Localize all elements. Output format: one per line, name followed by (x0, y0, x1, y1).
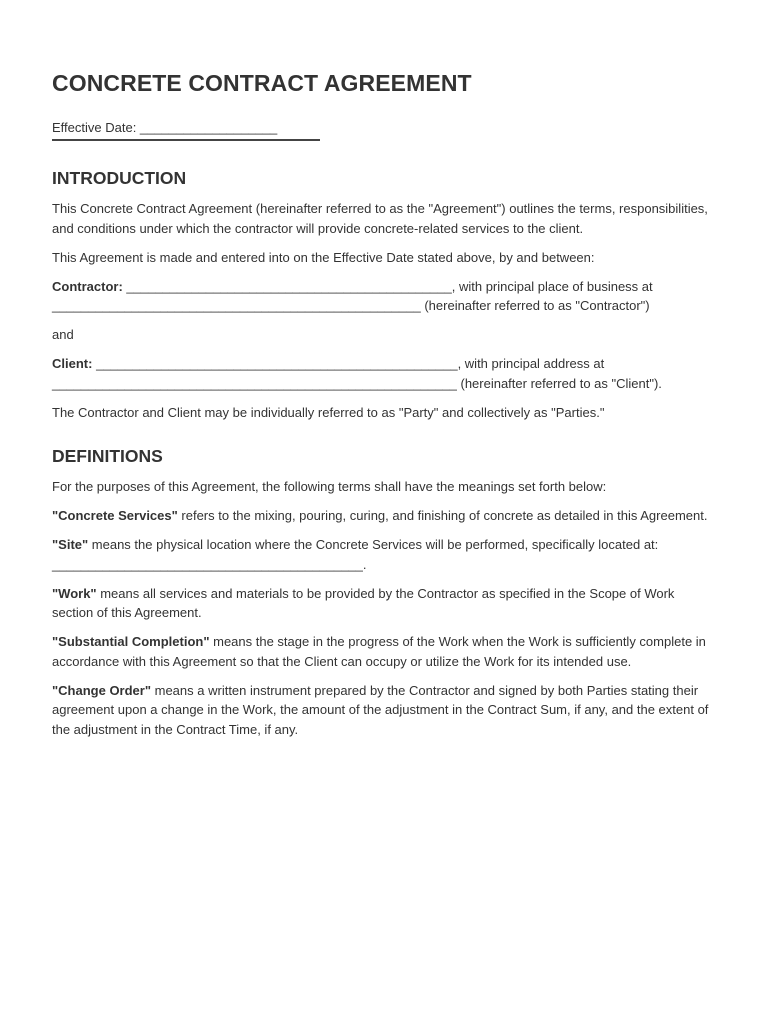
definition-item (52, 681, 714, 740)
parties-intro-paragraph: This Agreement is made and entered into on the Effective Date stated above, by and between: (52, 249, 595, 265)
title-divider (52, 139, 320, 141)
contractor-paragraph (52, 277, 714, 316)
definition-text: refers to the mixing, pouring, curing, and finishing of concrete as detailed in this Agreement. (177, 508, 708, 523)
effective-date-line: Effective Date: ___________________ (52, 120, 278, 135)
definition-text: means the stage in the progress of the Work when the Work is sufficiently complete in accordance with this Agreement so that the Client can occupy or utilize the Work for its intended use. (52, 634, 706, 669)
introduction-heading: INTRODUCTION (52, 168, 187, 188)
client-label: Client: (52, 356, 93, 371)
definition-term: "Substantial Completion" (52, 634, 210, 649)
definition-text: means a written instrument prepared by the Contractor and signed by both Parties stating their agreement upon a change in the Work, the amount of the adjustment in the Contract Sum, if any, and the extent of the adjustment in the Contract Time, if any. (52, 682, 709, 737)
definitions-intro: For the purposes of this Agreement, the following terms shall have the meanings set forth below: (52, 479, 607, 494)
and-text: and (52, 327, 74, 342)
parties-paragraph: The Contractor and Client may be individually referred to as "Party" and collectively as "Parties." (52, 404, 605, 420)
definition-term: "Change Order" (52, 682, 152, 698)
definition-text: means the physical location where the Concrete Services will be performed, specifically located at: ___________________________________________. (52, 537, 659, 572)
definition-item (52, 506, 714, 526)
definitions-heading: DEFINITIONS (52, 446, 163, 466)
client-paragraph (52, 354, 714, 393)
definition-item (52, 535, 714, 574)
definition-item (52, 632, 714, 671)
definition-term: "Work" (52, 585, 97, 601)
document-title: CONCRETE CONTRACT AGREEMENT (52, 70, 472, 96)
definition-term: "Concrete Services" (52, 508, 178, 523)
definition-term: "Site" (52, 537, 89, 552)
introduction-paragraph: This Concrete Contract Agreement (hereinafter referred to as the "Agreement") outlines the terms, responsibilities, and conditions under which the contractor will provide concrete-related services to the client. (52, 201, 708, 236)
contractor-label: Contractor: (52, 278, 123, 294)
contractor-text: _____________________________________________, with principal place of business at ___________________________________________________ (hereinafter referred to as "Contractor") (52, 278, 653, 313)
client-text: __________________________________________________, with principal address at ________________________________________________________ (hereinafter referred to as "Client"). (52, 356, 662, 391)
definition-item (52, 584, 714, 623)
definition-text: means all services and materials to be provided by the Contractor as specified in the Scope of Work section of this Agreement. (52, 585, 675, 620)
